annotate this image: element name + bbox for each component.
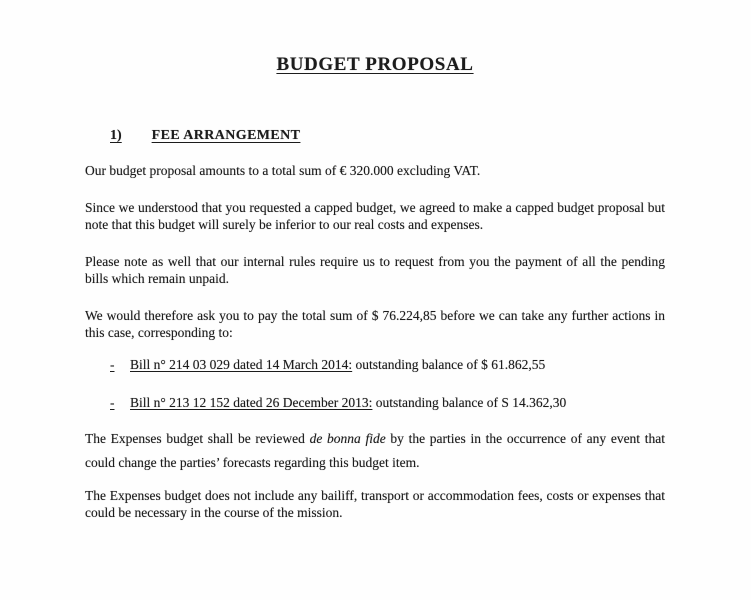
bill-reference-2013: Bill n° 213 12 152 dated 26 December 2013: (130, 395, 373, 410)
paragraph-expenses-review (85, 427, 665, 475)
page-title: BUDGET PROPOSAL (276, 54, 474, 75)
paragraph-segment: The Expenses budget shall be reviewed (85, 431, 310, 446)
bill-balance-2014: outstanding balance of $ 61.862,55 (352, 357, 546, 372)
section-title: FEE ARRANGEMENT (151, 128, 301, 143)
section-heading (85, 127, 665, 145)
paragraph-internal-rules: Please note as well that our internal rules require us to request from you the payment of all the pending bills which remain unpaid. (85, 254, 665, 286)
bullet-bill-2013 (110, 394, 665, 411)
paragraph-payment-request: We would therefore ask you to pay the total sum of $ 76.224,85 before we can take any further actions in this case, corresponding to: (85, 308, 665, 340)
paragraph-segment: by the parties in the occurrence of any event that could change the parties’ forecasts regarding this budget item. (85, 431, 665, 470)
bullet-dash-marker: - (110, 395, 115, 410)
section-number: 1) (110, 128, 122, 143)
bullet-dash-marker: - (110, 357, 115, 372)
bill-balance-2013: outstanding balance of S 14.362,30 (372, 395, 567, 410)
paragraph-total-sum: Our budget proposal amounts to a total sum of € 320.000 excluding VAT. (85, 163, 481, 178)
bullet-bill-2014 (110, 356, 665, 373)
bill-reference-2014: Bill n° 214 03 029 dated 14 March 2014: (130, 357, 353, 372)
paragraph-capped-budget: Since we understood that you requested a capped budget, we agreed to make a capped budget proposal but note that this budget will surely be inferior to our real costs and expenses. (85, 200, 665, 232)
latin-phrase: de bonna fide (309, 431, 386, 446)
paragraph-expenses-exclusions: The Expenses budget does not include any bailiff, transport or accommodation fees, costs or expenses that could be necessary in the course of the mission. (85, 488, 665, 520)
